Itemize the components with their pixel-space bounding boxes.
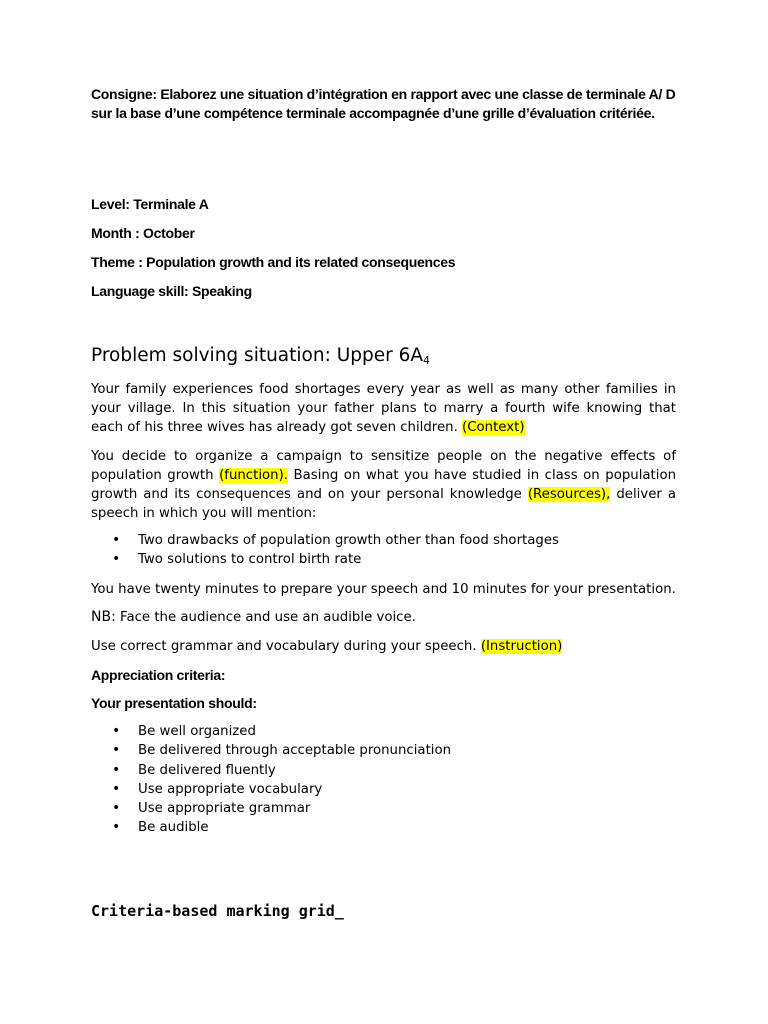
skill-line: Language skill: Speaking <box>91 283 252 299</box>
month-line: Month : October <box>91 225 195 241</box>
function-tag: (function). <box>219 468 288 483</box>
theme-line: Theme : Population growth and its related consequences <box>91 254 456 270</box>
resources-tag: (Resources), <box>527 487 611 502</box>
list-item: • Be delivered through acceptable pronunciation <box>91 741 676 760</box>
task-text-1: You decide to organize a campaign to sensitize people on the negative effects of population growth <box>91 449 676 483</box>
context-paragraph <box>91 380 676 437</box>
instruction-line <box>91 637 676 656</box>
list-item: • Be audible <box>91 818 676 837</box>
nb-text: Face the audience and use an audible voice. <box>120 610 416 625</box>
marking-grid-title: Criteria-based marking grid_ <box>91 902 344 920</box>
heading-subscript: 4 <box>423 354 431 367</box>
heading-text: Problem solving situation: Upper 6A <box>91 345 424 366</box>
time-note: You have twenty minutes to prepare your speech and 10 minutes for your presentation. <box>91 582 676 597</box>
list-item: • Be delivered fluently <box>91 761 676 780</box>
context-text: Your family experiences food shortages every year as well as many other families in your village. In this situation your father plans to marry a fourth wife knowing that each of his three wives has already got seven children. <box>91 382 676 435</box>
criteria-list <box>91 722 676 838</box>
nb-line <box>91 608 676 627</box>
context-tag: (Context) <box>462 420 525 435</box>
consigne-text: Consigne: Elaborez une situation d’intégration en rapport avec une classe de terminale A/ D sur la base d’une compétence terminale accompagnée d’une grille d’évaluation critériée. <box>91 86 676 121</box>
list-item: • Use appropriate vocabulary <box>91 780 676 799</box>
task-paragraph <box>91 447 676 523</box>
nb-label: NB: <box>91 609 116 625</box>
task-text-2: Basing on what you have studied in class on population growth and its consequences and on your personal knowledge <box>91 468 677 502</box>
instruction-tag: (Instruction) <box>480 639 563 654</box>
list-item: • Be well organized <box>91 722 676 741</box>
level-line: Level: Terminale A <box>91 196 209 212</box>
list-item: • Use appropriate grammar <box>91 799 676 818</box>
task-text-3: deliver a speech in which you will mention: <box>91 487 676 521</box>
list-item: • Two solutions to control birth rate <box>91 550 676 569</box>
criteria-heading: Appreciation criteria: <box>91 667 226 683</box>
presentation-heading: Your presentation should: <box>91 695 257 711</box>
list-item: • Two drawbacks of population growth other than food shortages <box>91 531 676 550</box>
instruction-text: Use correct grammar and vocabulary during your speech. <box>91 639 477 654</box>
section-heading <box>91 345 676 367</box>
mention-list <box>91 531 676 570</box>
